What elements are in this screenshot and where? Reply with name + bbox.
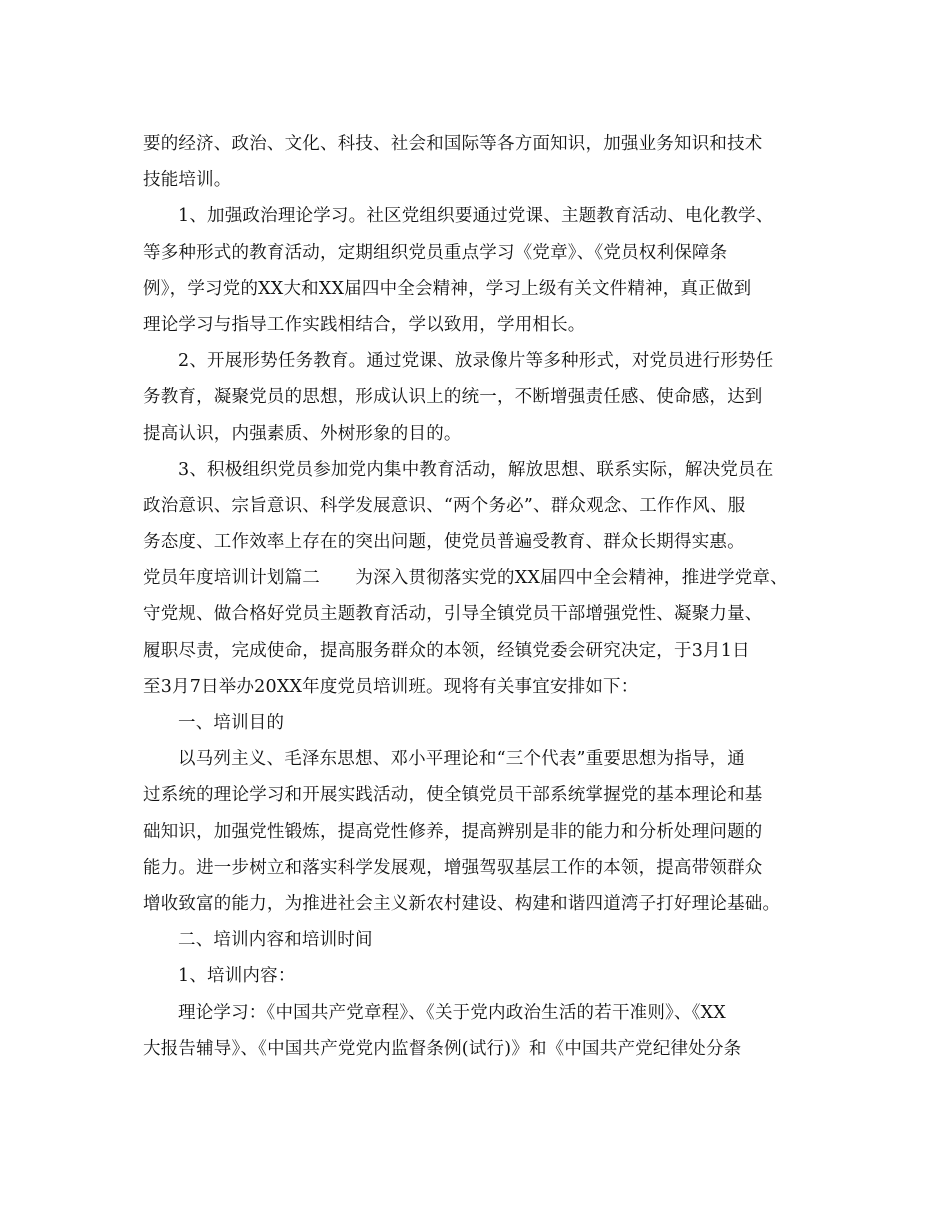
text-line: 1、培训内容：	[178, 966, 296, 987]
text-line: 履职尽责，完成使命，提高服务群众的本领，经镇党委会研究决定，于3月1日	[143, 640, 750, 661]
text-line: 等多种形式的教育活动，定期组织党员重点学习《党章》、《党员权利保障条	[143, 242, 728, 263]
text-line: 能力。进一步树立和落实科学发展观，增强驾驭基层工作的本领，提高带领群众	[143, 857, 763, 878]
text-line: 增收致富的能力，为推进社会主义新农村建设、构建和谐四道湾子打好理论基础。	[143, 893, 781, 914]
text-line: 例》，学习党的XX大和XX届四中全会精神，学习上级有关文件精神，真正做到	[143, 278, 752, 299]
text-line: 务态度、工作效率上存在的突出问题，使党员普遍受教育、群众长期得实惠。	[143, 532, 745, 553]
text-line: 提高认识，内强素质、外树形象的目的。	[143, 423, 462, 444]
text-line: 2、开展形势任务教育。通过党课、放录像片等多种形式，对党员进行形势任	[178, 351, 774, 372]
text-line: 要的经济、政治、文化、科技、社会和国际等各方面知识，加强业务知识和技术	[143, 134, 763, 154]
text-line: 至3月7日举办20XX年度党员培训班。现将有关事宜安排如下：	[143, 676, 639, 697]
text-line: 务教育，凝聚党员的思想，形成认识上的统一，不断增强责任感、使命感，达到	[143, 387, 763, 408]
document-body	[143, 126, 823, 1067]
text-line: 理论学习：《中国共产党章程》、《关于党内政治生活的若干准则》、《XX	[178, 1002, 726, 1023]
text-line: 党员年度培训计划篇二 为深入贯彻落实党的XX届四中全会精神，推进学党章、	[143, 568, 788, 589]
text-line: 理论学习与指导工作实践相结合，学以致用，学用相长。	[143, 314, 586, 335]
text-line: 大报告辅导》、《中国共产党党内监督条例(试行)》和《中国共产党纪律处分条	[143, 1038, 742, 1059]
text-line: 政治意识、宗旨意识、科学发展意识、“两个务必”、群众观念、工作作风、服	[143, 495, 746, 516]
text-line: 技能培训。	[143, 170, 232, 191]
text-line: 1、加强政治理论学习。社区党组织要通过党课、主题教育活动、电化教学、	[178, 206, 774, 227]
text-line: 守党规、做合格好党员主题教育活动，引导全镇党员干部增强党性、凝聚力量、	[143, 604, 763, 625]
text-line: 一、培训目的	[178, 713, 285, 733]
text-line: 以马列主义、毛泽东思想、邓小平理论和“三个代表”重要思想为指导，通	[178, 749, 745, 770]
text-line: 过系统的理论学习和开展实践活动，使全镇党员干部系统掌握党的基本理论和基	[143, 785, 763, 806]
text-line: 础知识，加强党性锻炼，提高党性修养，提高辨别是非的能力和分析处理问题的	[143, 821, 763, 842]
text-line: 3、积极组织党员参加党内集中教育活动，解放思想、联系实际，解决党员在	[178, 459, 774, 480]
text-line: 二、培训内容和培训时间	[178, 930, 373, 951]
